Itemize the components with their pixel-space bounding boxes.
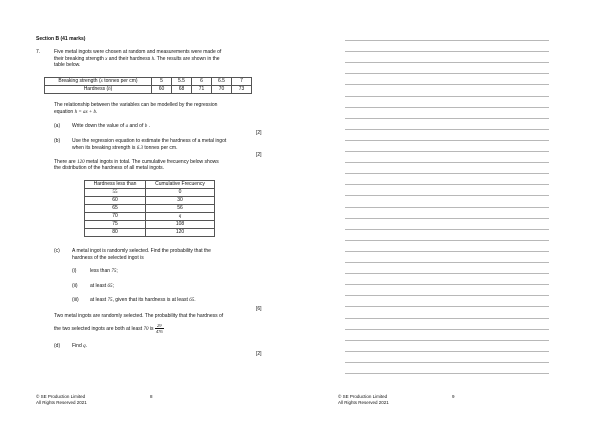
intro-text-b: and their hardness <box>108 55 151 62</box>
part-c-line-1: A metal ingot is randomly selected. Find the probability that the <box>72 248 211 254</box>
answer-line <box>345 84 549 85</box>
table-cell: q <box>146 213 215 221</box>
question-intro-line-1: Five metal ingots were chosen at random and measurements were made of <box>54 49 222 55</box>
answer-line <box>345 62 549 63</box>
part-c-marks: [6] <box>256 306 262 312</box>
table-row <box>85 197 215 205</box>
answer-line <box>345 351 549 352</box>
table-row <box>85 213 215 221</box>
part-b-line-2: when its breaking strength is 6.3 tonnes per cm. <box>72 144 178 151</box>
answer-line <box>345 273 549 274</box>
answer-line <box>345 96 549 97</box>
answer-line <box>345 306 549 307</box>
part-c-ii-text: at least 65; <box>90 283 114 289</box>
regression-line-1: The relationship between the variables can be modelled by the regression <box>54 102 218 108</box>
table-row-strength <box>45 78 252 86</box>
part-c-i-label: (i) <box>72 268 77 274</box>
cumulative-line-1: There are 120 metal ingots in total. The cumulative frecuency below shows <box>54 158 219 165</box>
answer-line <box>345 295 549 296</box>
part-a-marks: [2] <box>256 130 262 136</box>
table-cell: 55 <box>85 189 146 197</box>
table-cell: 108 <box>146 221 215 229</box>
table-cell: 80 <box>85 229 146 237</box>
part-c-line-2: hardness of the selected ingot is <box>72 254 144 261</box>
table-cell: 70 <box>212 86 232 94</box>
answer-line <box>345 329 549 330</box>
table-cell: 56 <box>146 205 215 213</box>
answer-line <box>345 240 549 241</box>
var-h: h <box>151 56 155 62</box>
table-cell: 7 <box>232 78 252 86</box>
part-d-marks: [2] <box>256 351 262 357</box>
part-b-label: (b) <box>54 138 61 144</box>
table-cell: 73 <box>232 86 252 94</box>
answer-line <box>345 51 549 52</box>
table-cell: 6 <box>192 78 212 86</box>
answer-line <box>345 207 549 208</box>
footer-rights: All Rights Reserved 2021 <box>36 400 87 405</box>
answer-line <box>345 340 549 341</box>
question-intro-line-3: table below. <box>54 62 81 68</box>
answer-line <box>345 162 549 163</box>
part-a-text: Write down the value of a and of b . <box>72 123 151 129</box>
table-cell: 30 <box>146 197 215 205</box>
answer-line <box>345 373 549 374</box>
answer-line <box>345 129 549 130</box>
table-cell: 60 <box>85 197 146 205</box>
answer-line <box>345 251 549 252</box>
answer-line <box>345 318 549 319</box>
question-number: 7. <box>36 49 41 55</box>
page-number: 9 <box>452 394 455 399</box>
intro-text-c: . The results are shown in the <box>154 55 220 62</box>
part-c-i-text: less than 75; <box>90 268 118 274</box>
strength-label: Breaking strength (x tonnes per cm) <box>45 78 152 86</box>
hardness-label: Hardness (h) <box>45 86 152 94</box>
answer-line <box>345 262 549 263</box>
table-row <box>85 221 215 229</box>
section-title: Section B (41 marks) <box>36 36 86 42</box>
footer-rights: All Rights Reserved 2021 <box>338 400 389 405</box>
two-ingots-line-1: Two metal ingots are randomly selected. The probability that the hardness of <box>54 313 224 319</box>
var-x: x <box>105 56 108 62</box>
answer-line <box>345 73 549 74</box>
part-c-iii-text: at least 75, given that its hardness is at least 65. <box>90 297 196 303</box>
part-c-iii-label: (iii) <box>72 297 79 303</box>
answer-line <box>345 184 549 185</box>
intro-text-a: their breaking strength <box>54 55 104 62</box>
table-row <box>85 205 215 213</box>
table-cell: 120 <box>146 229 215 237</box>
answer-line <box>345 151 549 152</box>
regression-equation: h = ax + b <box>74 109 97 115</box>
regression-line-2: equation h = ax + b. <box>54 108 98 115</box>
footer-company: © SE Production Limited <box>36 394 86 399</box>
answer-line <box>345 362 549 363</box>
table-cell: 71 <box>192 86 212 94</box>
answer-line <box>345 229 549 230</box>
answer-line <box>345 107 549 108</box>
part-d-label: (d) <box>54 343 61 349</box>
part-b-line-1: Use the regression equation to estimate the hardness of a metal ingot <box>72 138 227 144</box>
table-cell: 68 <box>172 86 192 94</box>
part-a-label: (a) <box>54 123 61 129</box>
two-ingots-line-2: the two selected ingots are both at least 70 is $\frac{29}{476}$ <box>54 323 163 334</box>
answer-line <box>345 195 549 196</box>
answer-line <box>345 173 549 174</box>
table-row <box>85 229 215 237</box>
table-cell: 5 <box>152 78 172 86</box>
table-header-row <box>85 181 215 189</box>
answer-line <box>345 40 549 41</box>
part-c-ii-label: (ii) <box>72 283 78 289</box>
data-table <box>44 77 252 94</box>
answer-line <box>345 140 549 141</box>
probability-fraction: $\frac{29}{476}$ <box>155 323 163 334</box>
part-d-text: Find q. <box>72 343 88 349</box>
table-cell: 60 <box>152 86 172 94</box>
answer-line <box>345 218 549 219</box>
cumulative-line-2: the distribution of the hardness of all metal ingots. <box>54 165 165 171</box>
part-c-label: (c) <box>54 248 60 254</box>
table-cell: 0 <box>146 189 215 197</box>
table-row <box>85 189 215 197</box>
table-cell: 75 <box>85 221 146 229</box>
footer-company: © SE Production Limited <box>338 394 388 399</box>
cumulative-table <box>84 180 215 237</box>
answer-line <box>345 118 549 119</box>
table-cell: 5.5 <box>172 78 192 86</box>
table-header-frequency: Cumulative Frecuency <box>146 181 215 189</box>
table-row-hardness <box>45 86 252 94</box>
table-header-hardness: Hardness less than <box>85 181 146 189</box>
answer-line <box>345 284 549 285</box>
page-number: 8 <box>150 394 153 399</box>
table-cell: 70 <box>85 213 146 221</box>
table-cell: 65 <box>85 205 146 213</box>
part-b-marks: [2] <box>256 152 262 158</box>
table-cell: 6.5 <box>212 78 232 86</box>
